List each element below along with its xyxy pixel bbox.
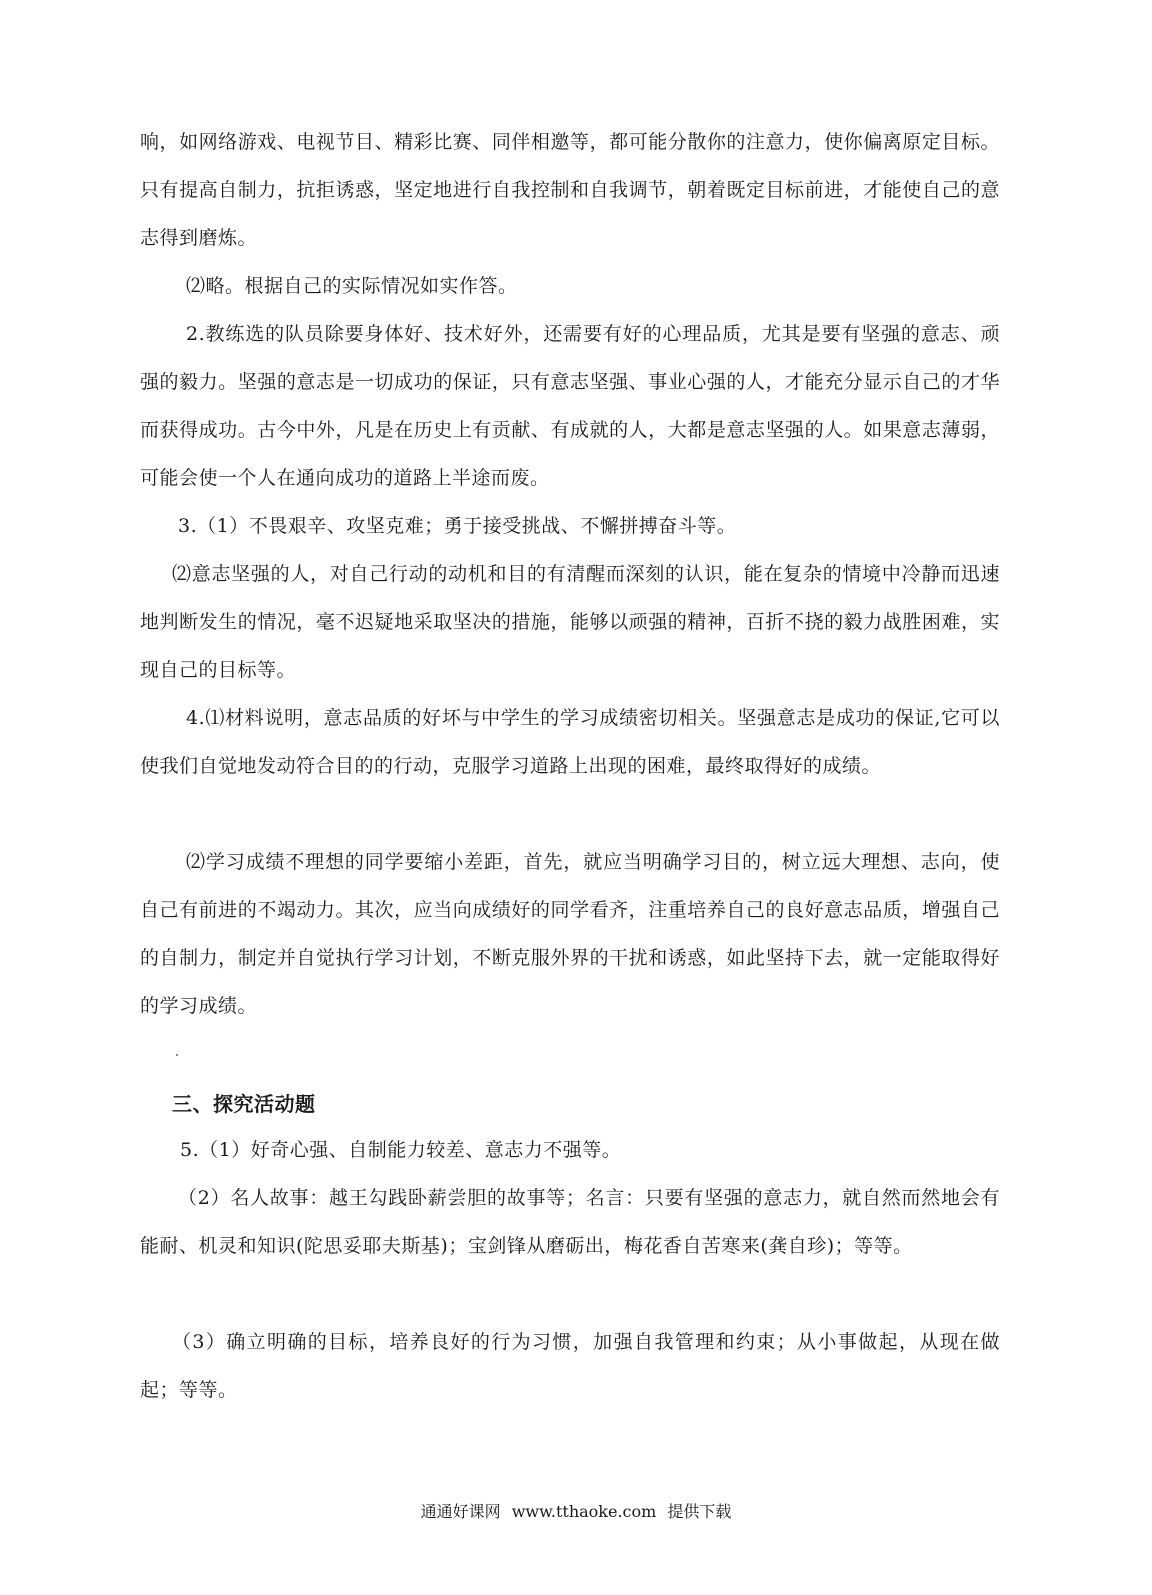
paragraph-answer-1-2: ⑵略。根据自己的实际情况如实作答。 bbox=[186, 275, 518, 297]
paragraph-answer-5-3: （3）确立明确的目标，培养良好的行为习惯，加强自我管理和约束；从小事做起，从现在做起；等等。 bbox=[140, 1331, 1000, 1401]
page-footer bbox=[0, 1498, 1152, 1526]
footer-suffix: 提供下载 bbox=[667, 1502, 732, 1521]
paragraph-answer-5-2: （2）名人故事：越王勾践卧薪尝胆的故事等；名言：只要有坚强的意志力，就自然而然地会有能耐、机灵和知识(陀思妥耶夫斯基)；宝剑锋从磨砺出，梅花香自苦寒来(龚自珍)；等等。 bbox=[140, 1187, 1000, 1257]
footer-site-name: 通通好课网 bbox=[420, 1502, 501, 1521]
paragraph-answer-3-2: ⑵意志坚强的人，对自己行动的动机和目的有清醒而深刻的认识，能在复杂的情境中冷静而迅速地判断发生的情况，毫不迟疑地采取坚决的措施，能够以顽强的精神，百折不挠的毅力战胜困难，实现自己的目标等。 bbox=[140, 563, 1000, 681]
section-heading: 三、探究活动题 bbox=[172, 1092, 316, 1116]
paragraph-answer-4-2: ⑵学习成绩不理想的同学要缩小差距，首先，就应当明确学习目的，树立远大理想、志向，使自己有前进的不竭动力。其次，应当向成绩好的同学看齐，注重培养自己的良好意志品质，增强自己的自制力，制定并自觉执行学习计划，不断克服外界的干扰和诱惑，如此坚持下去，就一定能取得好的学习成绩。 bbox=[140, 851, 1000, 1017]
paragraph-answer-5-1: 5.（1）好奇心强、自制能力较差、意志力不强等。 bbox=[180, 1139, 622, 1161]
paragraph-answer-4-1: 4.⑴材料说明，意志品质的好坏与中学生的学习成绩密切相关。坚强意志是成功的保证,它可以使我们自觉地发动符合目的的行动，克服学习道路上出现的困难，最终取得好的成绩。 bbox=[140, 707, 1000, 777]
footer-url[interactable]: www.tthaoke.com bbox=[511, 1502, 657, 1521]
stray-mark bbox=[176, 1054, 178, 1056]
paragraph-answer-2: 2.教练选的队员除要身体好、技术好外，还需要有好的心理品质，尤其是要有坚强的意志、顽强的毅力。坚强的意志是一切成功的保证，只有意志坚强、事业心强的人，才能充分显示自己的才华而获得成功。古今中外，凡是在历史上有贡献、有成就的人，大都是意志坚强的人。如果意志薄弱，可能会使一个人在通向成功的道路上半途而废。 bbox=[140, 323, 1000, 489]
paragraph-answer-3-1: 3.（1）不畏艰辛、攻坚克难；勇于接受挑战、不懈拼搏奋斗等。 bbox=[178, 515, 737, 537]
paragraph-continuation: 响，如网络游戏、电视节目、精彩比赛、同伴相邀等，都可能分散你的注意力，使你偏离原定目标。只有提高自制力，抗拒诱惑，坚定地进行自我控制和自我调节，朝着既定目标前进，才能使自己的意志得到磨炼。 bbox=[140, 131, 1000, 249]
